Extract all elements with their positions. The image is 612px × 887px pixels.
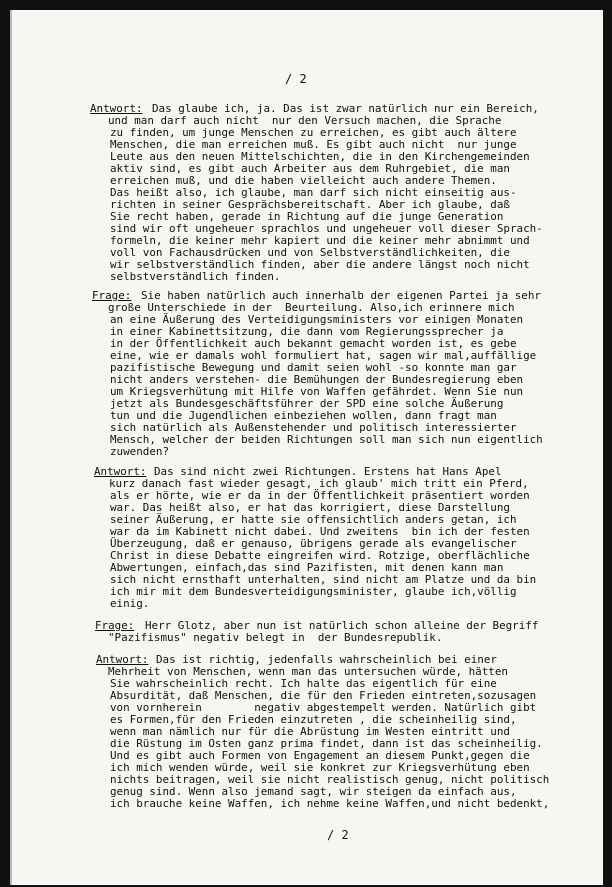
text-line: formeln, die keiner mehr kapiert und die keiner mehr abnimmt und — [110, 234, 530, 247]
text-line: ich brauche keine Waffen, ich nehme keine Waffen,und nicht bedenkt, — [110, 797, 550, 810]
text-line: Und es gibt auch Formen von Engagement an diesem Punkt,gegen die — [110, 749, 530, 762]
text-line: zuwenden? — [110, 445, 170, 458]
text-line: wenn man nämlich nur für die Abrüstung im Westen eintritt und — [110, 725, 510, 738]
text-line: an eine Äußerung des Verteidigungsministers vor einigen Monaten — [110, 313, 524, 326]
text-line: ich mich wenden würde, weil sie konkret zur Kriegsverhütung eben — [110, 761, 530, 774]
speaker-label: Frage: — [95, 619, 135, 632]
speaker-label: Antwort: — [96, 653, 149, 666]
text-line: Herr Glotz, aber nun ist natürlich schon alleine der Begriff — [145, 619, 539, 632]
page-number-bottom: / 2 — [327, 828, 349, 842]
text-line: Mensch, welcher der beiden Richtungen soll man sich nun eigentlich — [110, 433, 543, 446]
text-line: sich nicht ernsthaft unterhalten, sind nicht am Platze und da bin — [110, 573, 537, 586]
speaker-label: Frage: — [92, 289, 132, 302]
text-line: als er hörte, wie er da in der Öffentlichkeit präsentiert worden — [110, 489, 530, 502]
text-line: voll von Fachausdrücken und von Selbstverständlichkeiten, die — [110, 246, 510, 259]
text-line: eine, wie er damals wohl formuliert hat, sagen wir mal,auffällige — [110, 349, 537, 362]
text-line: sind wir oft ungeheuer sprachlos und ungeheuer voll dieser Sprach- — [110, 222, 543, 235]
text-line: selbstverständlich finden. — [110, 270, 281, 283]
text-line: Absurdität, daß Menschen, die für den Frieden eintreten,sozusagen — [110, 689, 537, 702]
text-line: war da im Kabinett nicht dabei. Und zweitens bin ich der festen — [110, 525, 530, 538]
text-line: es Formen,für den Frieden einzutreten , die scheinheilig sind, — [110, 713, 517, 726]
text-line: von vornherein negativ abgestempelt werden. Natürlich gibt — [110, 701, 537, 714]
text-line: in einer Kabinettsitzung, die dann vom Regierungssprecher ja — [110, 325, 504, 338]
text-line: kurz danach fast wieder gesagt, ich glaub' mich tritt ein Pferd, — [109, 477, 529, 490]
text-line: nichts beitragen, weil sie nicht realistisch genug, nicht politisch — [110, 773, 550, 786]
text-line: große Unterschiede in der Beurteilung. Also,ich erinnere mich — [108, 301, 515, 314]
text-line: um Kriegsverhütung mit Hilfe von Waffen gefährdet. Wenn Sie nun — [110, 385, 524, 398]
text-line: erreichen muß, und die haben vielleicht auch andere Themen. — [110, 174, 497, 187]
text-line: Das glaube ich, ja. Das ist zwar natürlich nur ein Bereich, — [152, 102, 539, 115]
text-line: pazifistische Bewegung und damit seien wohl -so konnte man gar — [110, 361, 517, 374]
text-line: in der Öffentlichkeit auch bekannt gemacht worden ist, es gebe — [110, 337, 517, 350]
page-number-top: / 2 — [285, 72, 307, 86]
text-line: Das sind nicht zwei Richtungen. Erstens hat Hans Apel — [154, 465, 502, 478]
text-line: Das heißt also, ich glaube, man darf sich nicht einseitig aus- — [110, 186, 517, 199]
speaker-label: Antwort: — [94, 465, 147, 478]
text-line: Überzeugung, daß er genauso, übrigens gerade als evangelischer — [110, 537, 517, 550]
document-page — [10, 10, 603, 885]
text-line: ich mir mit dem Bundesverteidigungsminister, glaube ich,völlig — [110, 585, 517, 598]
text-line: Das ist richtig, jedenfalls wahrscheinlich bei einer — [156, 653, 497, 666]
text-line: tun und die Jugendlichen einbeziehen wollen, dann fragt man — [110, 409, 497, 422]
text-line: jetzt als Bundesgeschäftsführer der SPD eine solche Äußerung — [110, 397, 504, 410]
speaker-label: Antwort: — [90, 102, 143, 115]
text-line: Abwertungen, einfach,das sind Pazifisten, mit denen kann man — [110, 561, 504, 574]
text-line: Sie haben natürlich auch innerhalb der eigenen Partei ja sehr — [141, 289, 541, 302]
text-line: Sie wahrscheinlich recht. Ich halte das eigentlich für eine — [110, 677, 497, 690]
text-line: die Rüstung im Osten ganz prima findet, dann ist das scheinheilig. — [110, 737, 543, 750]
text-line: einig. — [110, 597, 150, 610]
text-line: seiner Äußerung, er hatte sie offensichtlich anders getan, ich — [110, 513, 517, 526]
text-line: "Pazifismus" negativ belegt in der Bundesrepublik. — [108, 631, 443, 644]
text-line: Menschen, die man erreichen muß. Es gibt auch nicht nur junge — [110, 138, 517, 151]
text-line: Sie recht haben, gerade in Richtung auf die junge Generation — [110, 210, 504, 223]
text-line: Leute aus den neuen Mittelschichten, die in den Kirchengemeinden — [110, 150, 530, 163]
text-line: und man darf auch nicht nur den Versuch machen, die Sprache — [108, 114, 502, 127]
text-line: nicht anders verstehen- die Bemühungen der Bundesregierung eben — [110, 373, 524, 386]
text-line: aktiv sind, es gibt auch Arbeiter aus dem Ruhrgebiet, die man — [110, 162, 510, 175]
text-line: zu finden, um junge Menschen zu erreichen, es gibt auch ältere — [110, 126, 517, 139]
text-line: wir selbstverständlich finden, aber die andere längst noch nicht — [110, 258, 530, 271]
text-line: sich natürlich als Außenstehender und politisch interessierter — [110, 421, 517, 434]
text-line: richten in seiner Gesprächsbereitschaft. Aber ich glaube, daß — [110, 198, 510, 211]
text-line: war. Das heißt also, er hat das korrigiert, diese Darstellung — [110, 501, 510, 514]
text-line: Mehrheit von Menschen, wenn man das untersuchen würde, hätten — [108, 665, 508, 678]
text-line: Christ in diese Debatte eingreifen wird. Rotzige, oberflächliche — [110, 549, 530, 562]
text-line: genug sind. Wenn also jemand sagt, wir steigen da einfach aus, — [110, 785, 517, 798]
